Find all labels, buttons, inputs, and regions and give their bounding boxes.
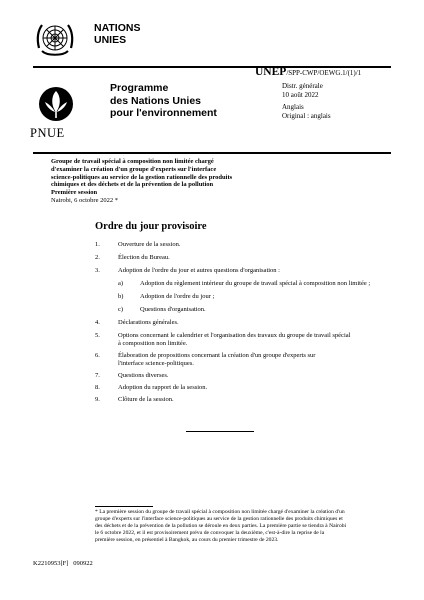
footnote-rule [95, 506, 153, 507]
agenda-item-2-text: Élection du Bureau. [118, 254, 170, 261]
agenda-item-1-text: Ouverture de la session. [118, 241, 181, 248]
agenda-item-3-number: 3. [95, 267, 100, 274]
agenda-item-6-line1: Élaboration de propositions concernant la création d'un groupe d'experts sur [118, 352, 316, 359]
agenda-subitem-b-text: Adoption de l'ordre du jour ; [140, 293, 215, 300]
agenda-item-4-number: 4. [95, 319, 100, 326]
meeting-line3: science-politiques au service de la gestion rationnelle des produits [51, 173, 233, 181]
org-name-line1: NATIONS [94, 22, 141, 34]
distr-general: Distr. générale [282, 82, 323, 90]
original-language: Original : anglais [282, 111, 331, 120]
agenda-item-5-text [118, 332, 390, 348]
agenda-subitem-a-text: Adoption du règlement intérieur du groupe de travail spécial à composition non limitée ; [140, 280, 371, 287]
separator-rule [186, 431, 254, 432]
meeting-line4: chimiques et des déchets et de la prévention de la pollution [51, 181, 214, 189]
un-emblem-icon [33, 18, 77, 62]
agenda-subitem-c-text: Questions d'organisation. [140, 306, 206, 313]
session-name: Première session [51, 189, 98, 197]
agenda-item-7-text: Questions diverses. [118, 372, 169, 379]
header-rule-bottom [33, 152, 391, 154]
symbol-main: UNEP [255, 66, 287, 78]
agenda-item-9-text: Clôture de la session. [118, 396, 174, 403]
agenda-item-6-line2: l'interface science-politiques. [118, 359, 194, 367]
meeting-line2: d'examiner la création d'un groupe d'experts sur l'interface [51, 165, 217, 173]
footnote [95, 509, 390, 544]
meeting-line1: Groupe de travail spécial à composition non limitée chargé [51, 158, 214, 165]
agenda-item-3-text: Adoption de l'ordre du jour et autres questions d'organisation : [118, 267, 280, 274]
agenda-item-7-number: 7. [95, 372, 100, 379]
programme-line2: des Nations Unies [110, 94, 202, 107]
programme-line1: Programme [110, 82, 169, 94]
agenda-subitem-a-letter: a) [118, 280, 124, 287]
agenda-item-5-line2: à composition non limitée. [118, 339, 188, 347]
issue-date: 10 août 2022 [282, 90, 319, 99]
footnote-line5: première session, en présentiel à Bangkok, au cours du premier trimestre de 2023. [95, 537, 279, 543]
agenda-item-8-number: 8. [95, 384, 100, 391]
agenda-item-8-text: Adoption du rapport de la session. [118, 384, 208, 391]
footnote-line1: * La première session du groupe de travail spécial à composition non limitée chargé d'examiner la création d'un [95, 509, 345, 515]
agenda-subitem-b-letter: b) [118, 293, 124, 300]
unep-emblem-icon [33, 84, 79, 124]
agenda-subitem-c-letter: c) [118, 306, 124, 313]
agenda-item-6-text [118, 352, 390, 368]
agenda-title: Ordre du jour provisoire [95, 221, 207, 232]
session-venue-date: Nairobi, 6 octobre 2022 * [51, 196, 118, 204]
programme-line3: pour l'environnement [110, 107, 217, 119]
footnote-line2: groupe d'experts sur l'interface science-politiques au service de la gestion rationnelle des produits chimiques et [95, 516, 343, 522]
agenda-item-1-number: 1. [95, 241, 100, 248]
footnote-line4: le 6 octobre 2022, et il est provisoirement prévu de convoquer la deuxième, c'est-à-dire la reprise de la [95, 530, 325, 536]
programme-title [110, 82, 217, 120]
agenda-item-6-number: 6. [95, 352, 100, 359]
org-name [94, 22, 140, 46]
agenda-item-5-line1: Options concernant le calendrier et l'organisation des travaux du groupe de travail spécial [118, 332, 351, 339]
meeting-block [51, 158, 311, 205]
symbol-rest: /SPP-CWP/OEWG.1/(1)/1 [286, 69, 362, 77]
pnue-wordmark: PNUE [30, 126, 65, 140]
document-symbol [255, 66, 361, 78]
agenda-item-2-number: 2. [95, 254, 100, 261]
job-number: K2210953[F] 090922 [33, 560, 93, 567]
agenda-item-9-number: 9. [95, 396, 100, 403]
agenda-item-4-text: Déclarations générales. [118, 319, 179, 326]
agenda-item-5-number: 5. [95, 332, 100, 339]
footnote-line3: des déchets et de la prévention de la pollution se déroule en deux parties. La première partie se tiendra à Nairobi [95, 523, 347, 529]
org-name-line2: UNIES [94, 34, 127, 46]
language: Anglais [282, 103, 304, 111]
distribution-block [282, 82, 331, 120]
